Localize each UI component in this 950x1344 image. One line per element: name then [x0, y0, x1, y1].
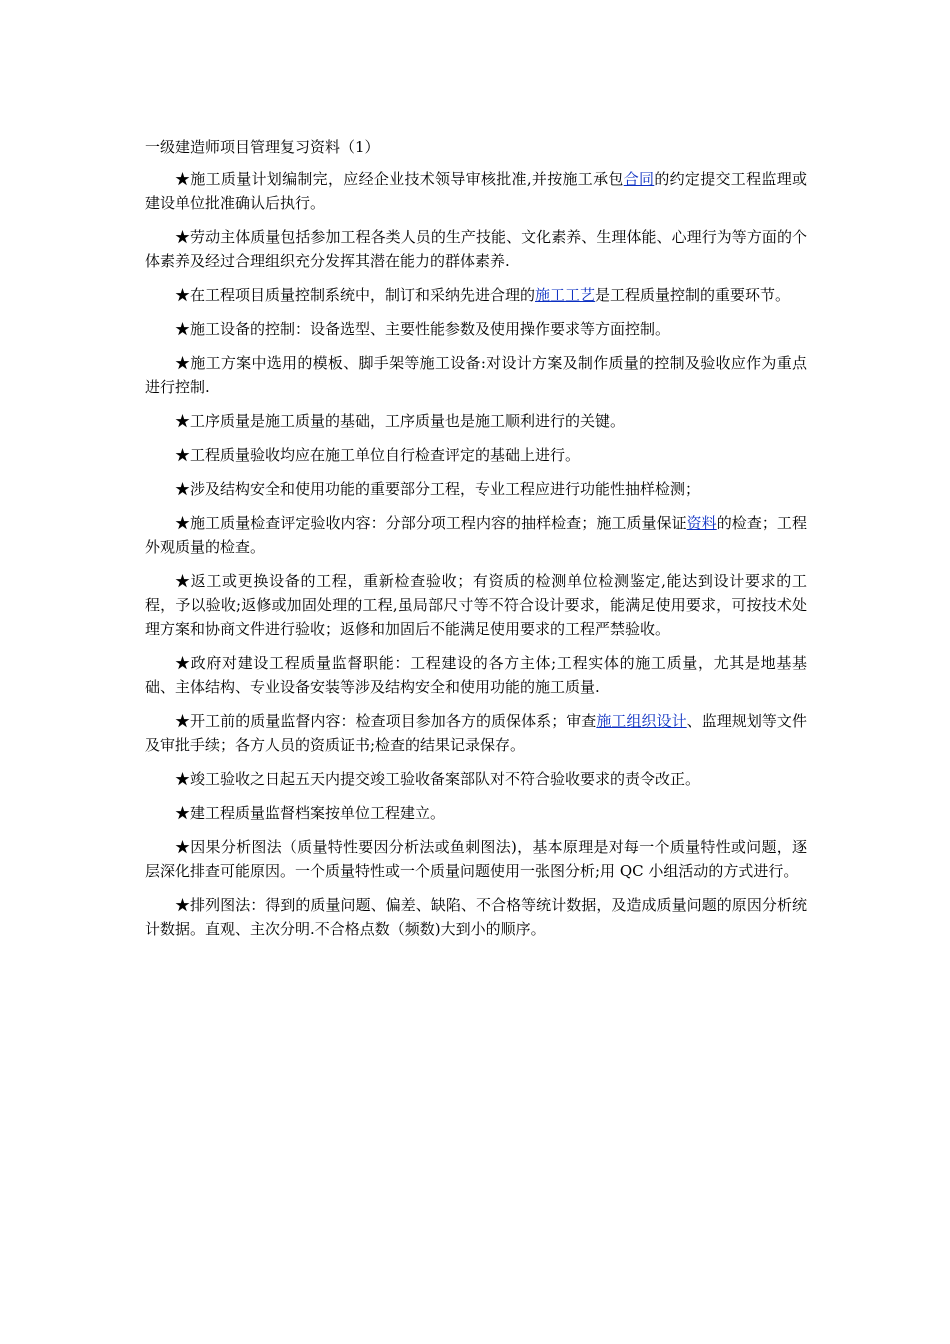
paragraph: [145, 317, 807, 341]
paragraph: [145, 409, 807, 433]
paragraph-text: ★施工质量计划编制完，应经企业技术领导审核批准,并按施工承包: [175, 170, 624, 188]
document-body: [145, 167, 807, 941]
paragraph: [145, 443, 807, 467]
paragraph-text: ★施工设备的控制：设备选型、主要性能参数及使用操作要求等方面控制。: [175, 320, 671, 338]
paragraph-text: ★排列图法：得到的质量问题、偏差、缺陷、不合格等统计数据，及造成质量问题的原因分析统计数据。直观、主次分明.不合格点数（频数)大到小的顺序。: [145, 896, 807, 938]
paragraph-text: ★劳动主体质量包括参加工程各类人员的生产技能、文化素养、生理体能、心理行为等方面的个体素养及经过合理组织充分发挥其潜在能力的群体素养.: [145, 228, 807, 270]
paragraph-text: ★因果分析图法（质量特性要因分析法或鱼刺图法)，基本原理是对每一个质量特性或问题，逐层深化排查可能原因。一个质量特性或一个质量问题使用一张图分析;用 QC 小组活动的方式进行。: [145, 838, 807, 880]
document-page: [145, 135, 807, 951]
hyperlink[interactable]: 合同: [623, 170, 655, 188]
paragraph: [145, 709, 807, 757]
paragraph-text: ★建工程质量监督档案按单位工程建立。: [175, 804, 446, 822]
hyperlink[interactable]: 施工组织设计: [596, 712, 687, 730]
paragraph: [145, 511, 807, 559]
paragraph: [145, 801, 807, 825]
paragraph: [145, 167, 807, 215]
paragraph-text: ★涉及结构安全和使用功能的重要部分工程，专业工程应进行功能性抽样检测；: [175, 480, 701, 498]
paragraph-text: ★返工或更换设备的工程，重新检查验收；有资质的检测单位检测鉴定,能达到设计要求的工程，予以验收;返修或加固处理的工程,虽局部尺寸等不符合设计要求，能满足使用要求，可按技术处理方案和协商文件进行验收；返修和加固后不能满足使用要求的工程严禁验收。: [145, 572, 807, 638]
paragraph-text: ★工序质量是施工质量的基础，工序质量也是施工顺利进行的关键。: [175, 412, 626, 430]
paragraph-text: 是工程质量控制的重要环节。: [595, 286, 791, 304]
paragraph-text: ★政府对建设工程质量监督职能：工程建设的各方主体;工程实体的施工质量，尤其是地基基础、主体结构、专业设备安装等涉及结构安全和使用功能的施工质量.: [145, 654, 807, 696]
paragraph-text: ★施工方案中选用的模板、脚手架等施工设备:对设计方案及制作质量的控制及验收应作为重点进行控制.: [145, 354, 807, 396]
paragraph: [145, 893, 807, 941]
paragraph: [145, 767, 807, 791]
hyperlink[interactable]: 资料: [686, 514, 717, 532]
paragraph-text: 的检查；工程外观质量的检查。: [145, 514, 807, 556]
paragraph-text: ★施工质量检查评定验收内容：分部分项工程内容的抽样检查；施工质量保证: [175, 514, 687, 532]
paragraph-text: 、监理规划等文件及审批手续；各方人员的资质证书;检查的结果记录保存。: [145, 712, 807, 754]
paragraph: [145, 283, 807, 307]
paragraph-text: ★竣工验收之日起五天内提交竣工验收备案部队对不符合验收要求的责令改正。: [175, 770, 701, 788]
paragraph: [145, 225, 807, 273]
paragraph-text: ★开工前的质量监督内容：检查项目参加各方的质保体系；审查: [175, 712, 597, 730]
paragraph: [145, 835, 807, 883]
paragraph: [145, 651, 807, 699]
paragraph: [145, 477, 807, 501]
paragraph-text: 的约定提交工程监理或建设单位批准确认后执行。: [145, 170, 807, 212]
paragraph: [145, 351, 807, 399]
paragraph-text: ★工程质量验收均应在施工单位自行检查评定的基础上进行。: [175, 446, 581, 464]
paragraph: [145, 569, 807, 641]
document-title: 一级建造师项目管理复习资料（1）: [145, 138, 380, 156]
hyperlink[interactable]: 施工工艺: [535, 286, 596, 304]
paragraph-text: ★在工程项目质量控制系统中，制订和采纳先进合理的: [175, 286, 536, 304]
